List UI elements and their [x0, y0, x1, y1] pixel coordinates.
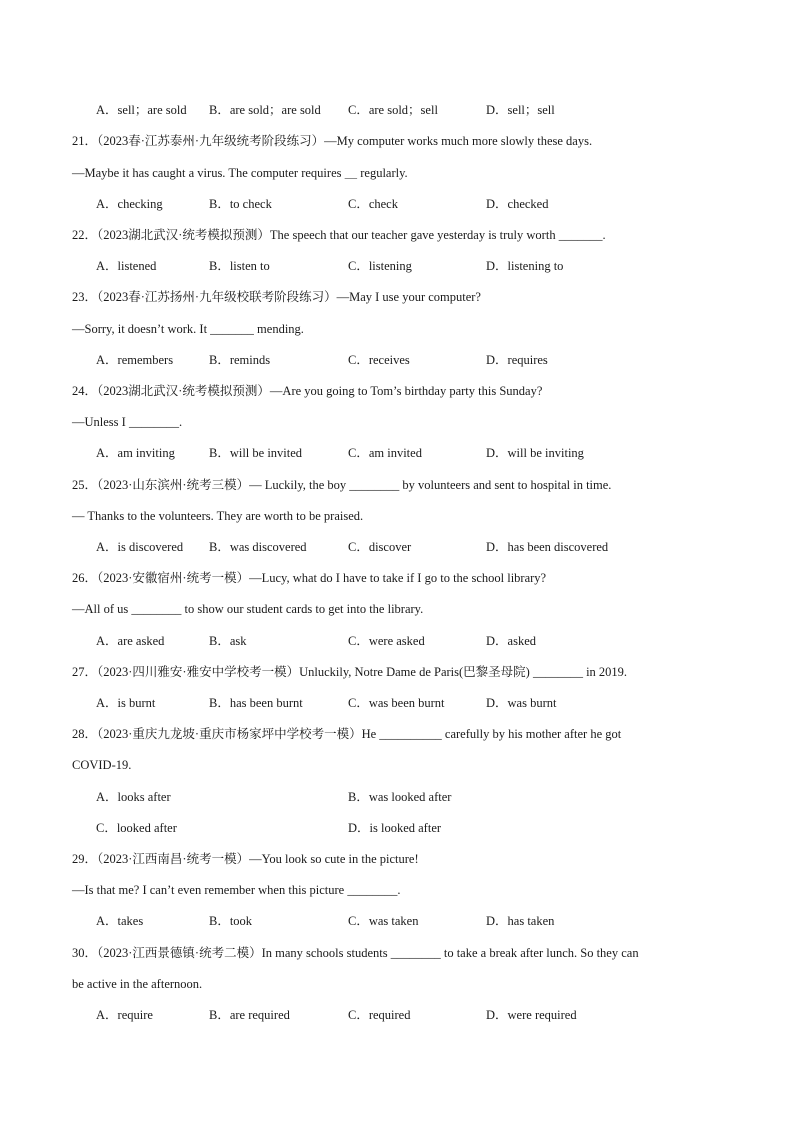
question-26-stem: 26．（2023·安徽宿州·统考一模）—Lucy, what do I have to take if I go to the school library?: [72, 571, 547, 585]
q23-option-a: A．remembers: [96, 353, 174, 367]
question-29-stem: 29．（2023·江西南昌·统考一模）—You look so cute in the picture!: [72, 852, 419, 866]
q26-option-c: C．were asked: [348, 634, 425, 648]
q26-option-b: B．ask: [209, 634, 247, 648]
q26-option-d: D．asked: [486, 634, 536, 648]
question-30-stem: 30．（2023·江西景德镇·统考二模）In many schools students ________ to take a break after lunch. So they can: [72, 946, 639, 960]
option-d: D．sell；sell: [486, 103, 555, 117]
question-23-stem: 23．（2023春·江苏扬州·九年级校联考阶段练习）—May I use your computer?: [72, 290, 481, 304]
question-24-stem: 24．（2023湖北武汉·统考模拟预测）—Are you going to Tom’s birthday party this Sunday?: [72, 384, 543, 398]
q24-option-c: C．am invited: [348, 446, 422, 460]
question-29-line2: —Is that me? I can’t even remember when this picture ________.: [72, 883, 401, 897]
q29-option-c: C．was taken: [348, 914, 419, 928]
question-25-line2: — Thanks to the volunteers. They are worth to be praised.: [72, 509, 364, 523]
q27-option-b: B．has been burnt: [209, 696, 303, 710]
q24-option-d: D．will be inviting: [486, 446, 584, 460]
question-27-stem: 27．（2023·四川雅安·雅安中学校考一模）Unluckily, Notre Dame de Paris(巴黎圣母院) ________ in 2019.: [72, 665, 628, 679]
q25-option-c: C．discover: [348, 540, 412, 554]
q22-option-a: A．listened: [96, 259, 157, 273]
q29-option-a: A．takes: [96, 914, 144, 928]
q29-option-b: B．took: [209, 914, 253, 928]
q22-option-d: D．listening to: [486, 259, 564, 273]
question-23-line2: —Sorry, it doesn’t work. It _______ mending.: [72, 322, 304, 336]
q23-option-c: C．receives: [348, 353, 410, 367]
q24-option-b: B．will be invited: [209, 446, 303, 460]
question-28-stem: 28．（2023·重庆九龙坡·重庆市杨家坪中学校考一模）He __________ carefully by his mother after he got: [72, 727, 622, 741]
question-30-line2: be active in the afternoon.: [72, 977, 203, 991]
option-b: B．are sold；are sold: [209, 103, 321, 117]
q28-option-d: D．is looked after: [348, 821, 442, 835]
q22-option-b: B．listen to: [209, 259, 270, 273]
q21-option-d: D．checked: [486, 197, 549, 211]
q28-option-b: B．was looked after: [348, 790, 452, 804]
q30-option-c: C．required: [348, 1008, 411, 1022]
q27-option-a: A．is burnt: [96, 696, 156, 710]
q23-option-d: D．requires: [486, 353, 548, 367]
q22-option-c: C．listening: [348, 259, 412, 273]
question-21-line2: —Maybe it has caught a virus. The computer requires ＿ regularly.: [72, 166, 408, 180]
q25-option-a: A．is discovered: [96, 540, 184, 554]
q29-option-d: D．has taken: [486, 914, 555, 928]
q21-option-a: A．checking: [96, 197, 163, 211]
q27-option-c: C．was been burnt: [348, 696, 445, 710]
q30-option-a: A．require: [96, 1008, 153, 1022]
question-28-line2: COVID-19.: [72, 758, 132, 772]
q26-option-a: A．are asked: [96, 634, 165, 648]
option-a: A．sell；are sold: [96, 103, 187, 117]
q25-option-d: D．has been discovered: [486, 540, 609, 554]
q24-option-a: A．am inviting: [96, 446, 175, 460]
q28-option-c: C．looked after: [96, 821, 177, 835]
q23-option-b: B．reminds: [209, 353, 271, 367]
question-21-stem: 21．（2023春·江苏泰州·九年级统考阶段练习）—My computer works much more slowly these days.: [72, 134, 593, 148]
q21-option-b: B．to check: [209, 197, 272, 211]
q28-option-a: A．looks after: [96, 790, 171, 804]
q30-option-b: B．are required: [209, 1008, 290, 1022]
q30-option-d: D．were required: [486, 1008, 577, 1022]
question-26-line2: —All of us ________ to show our student cards to get into the library.: [72, 602, 424, 616]
question-25-stem: 25．（2023·山东滨州·统考三模）— Luckily, the boy ________ by volunteers and sent to hospital in time.: [72, 478, 612, 492]
q21-option-c: C．check: [348, 197, 398, 211]
question-24-line2: —Unless I ________.: [72, 415, 183, 429]
q27-option-d: D．was burnt: [486, 696, 557, 710]
q25-option-b: B．was discovered: [209, 540, 307, 554]
question-22-stem: 22．（2023湖北武汉·统考模拟预测）The speech that our teacher gave yesterday is truly worth _______.: [72, 228, 606, 242]
option-c: C．are sold；sell: [348, 103, 438, 117]
